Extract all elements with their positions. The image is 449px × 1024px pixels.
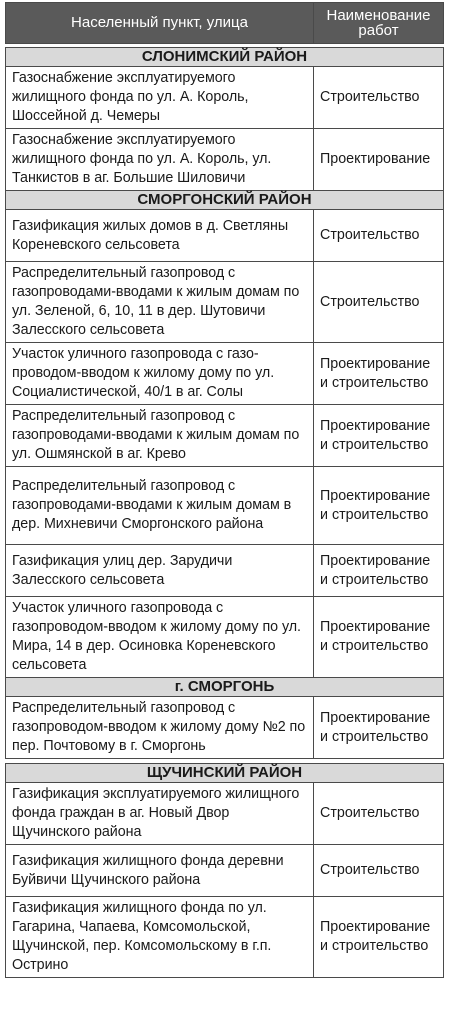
- table-row: [6, 467, 444, 545]
- address-cell: Распределительный газопровод с газопроводами-вводами к жилым домам в дер. Михневичи Сморгонского района: [6, 467, 314, 545]
- address-cell: Газификация жилых домов в д. Светляны Кореневского сельсовета: [6, 210, 314, 262]
- section-header-shchuchin: [6, 764, 444, 783]
- table-row: [6, 697, 444, 759]
- table-row: [6, 67, 444, 129]
- work-cell: Строительство: [314, 210, 444, 262]
- section-title: СЛОНИМСКИЙ РАЙОН: [6, 48, 444, 67]
- address-cell: Газификация улиц дер. Зарудичи Залесского сельсовета: [6, 545, 314, 597]
- section-title: ЩУЧИНСКИЙ РАЙОН: [6, 764, 444, 783]
- table-row: [6, 545, 444, 597]
- work-cell: Строительство: [314, 845, 444, 897]
- table-row: [6, 597, 444, 678]
- work-cell: Строительство: [314, 262, 444, 343]
- work-cell: Проектирование и строительство: [314, 897, 444, 978]
- address-cell: Распределительный газопровод с газопроводами-вводами к жилым домам по ул. Ошмянской в аг. Крево: [6, 405, 314, 467]
- work-cell: Строительство: [314, 67, 444, 129]
- section-title: СМОРГОНСКИЙ РАЙОН: [6, 191, 444, 210]
- table-row: [6, 783, 444, 845]
- table-row: [6, 405, 444, 467]
- address-cell: Газоснабжение эксплуатируемого жилищного фонда по ул. А. Король, ул. Танкистов в аг. Большие Шиловичи: [6, 129, 314, 191]
- address-cell: Газификация эксплуатируемого жилищного фонда граждан в аг. Новый Двор Щучинского района: [6, 783, 314, 845]
- table-row: [6, 129, 444, 191]
- work-cell: Проектирование и строительство: [314, 545, 444, 597]
- table-row: [6, 262, 444, 343]
- address-cell: Участок уличного газопровода с газо- проводом-вводом к жилому дому по ул. Социалистической, 40/1 в аг. Солы: [6, 343, 314, 405]
- table-row: [6, 845, 444, 897]
- address-cell: Распределительный газопровод с газопроводом-вводом к жилому дому №2 по пер. Почтовому в г. Сморгонь: [6, 697, 314, 759]
- work-cell: Проектирование: [314, 129, 444, 191]
- header-address: Населенный пункт, улица: [6, 3, 314, 44]
- table-row: [6, 210, 444, 262]
- address-cell: Газоснабжение эксплуатируемого жилищного фонда по ул. А. Король, Шоссейной д. Чемеры: [6, 67, 314, 129]
- address-cell: Газификация жилищного фонда деревни Буйвичи Щучинского района: [6, 845, 314, 897]
- work-cell: Проектирование и строительство: [314, 405, 444, 467]
- address-cell: Газификация жилищного фонда по ул. Гагарина, Чапаева, Комсомольской, Щучинской, пер. Комсомольскому в г.п. Острино: [6, 897, 314, 978]
- address-cell: Участок уличного газопровода с газопроводом-вводом к жилому дому по ул. Мира, 14 в дер. Осиновка Кореневского сельсовета: [6, 597, 314, 678]
- section-title: г. СМОРГОНЬ: [6, 678, 444, 697]
- work-cell: Проектирование и строительство: [314, 343, 444, 405]
- section-header-smorgon-district: [6, 191, 444, 210]
- table-row: [6, 897, 444, 978]
- work-cell: Строительство: [314, 783, 444, 845]
- section-header-slonim: [6, 48, 444, 67]
- table-row: [6, 343, 444, 405]
- table-header-row: [6, 3, 444, 44]
- work-cell: Проектирование и строительство: [314, 597, 444, 678]
- address-cell: Распределительный газопровод с газопроводами-вводами к жилым домам по ул. Зеленой, 6, 10, 11 в дер. Шутовичи Залесского сельсовета: [6, 262, 314, 343]
- gas-works-table: [5, 2, 444, 978]
- header-work-type: Наименование работ: [314, 3, 444, 44]
- work-cell: Проектирование и строительство: [314, 467, 444, 545]
- work-cell: Проектирование и строительство: [314, 697, 444, 759]
- section-header-smorgon-city: [6, 678, 444, 697]
